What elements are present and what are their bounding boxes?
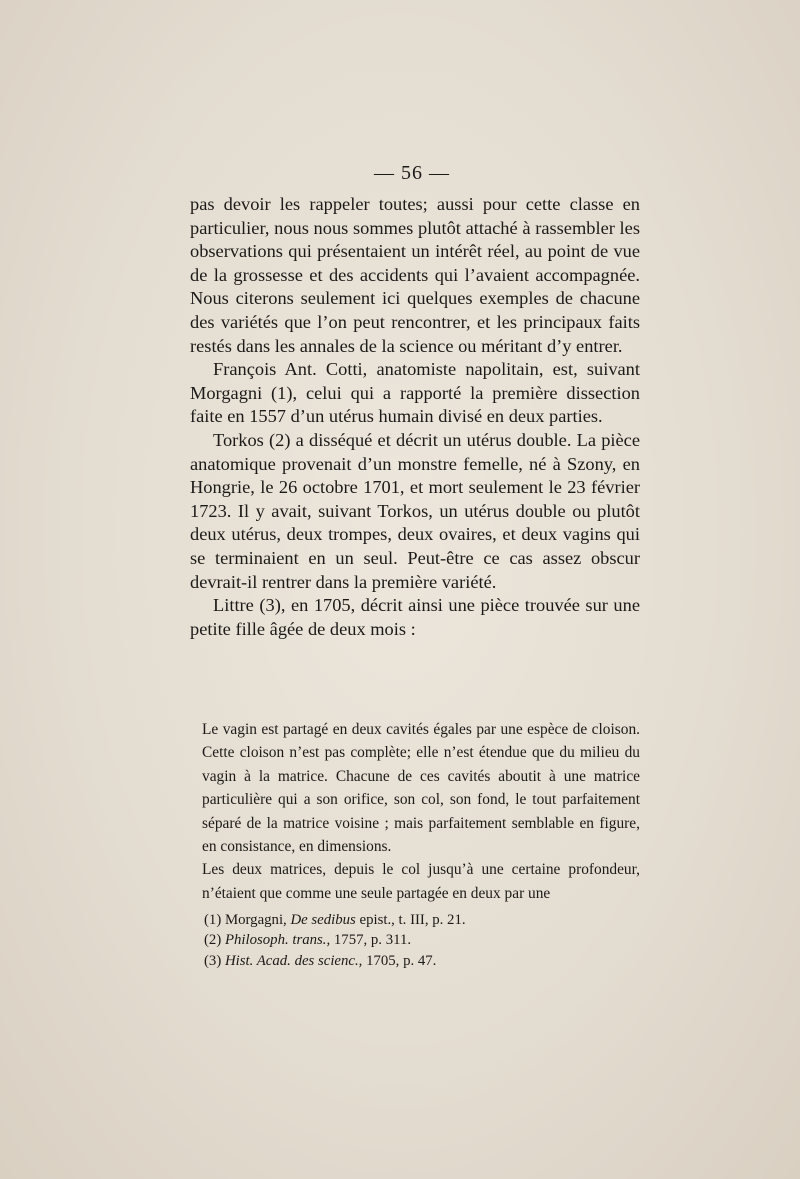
footnote-text: Morgagni, — [224, 912, 291, 928]
page-number: — 56 — — [374, 162, 450, 184]
footnote-3 — [204, 951, 634, 971]
footnote-title: De sedibus — [290, 912, 356, 928]
footnote-ref: 1757, p. 311. — [330, 932, 412, 949]
footnotes — [204, 910, 634, 971]
footnote-number: (1) — [204, 912, 222, 928]
footnote-1 — [204, 910, 634, 930]
paragraph-1: pas devoir les rappeler toutes; aussi pour cette classe en particulier, nous nous sommes plutôt attaché à rassembler les observations qui présentaient un intérêt réel, au point de vue de la grossesse et des accidents qui l’avaient accompagnée. Nous citerons seulement ici quelques exemples de chacune des variétés que l’on peut rencontrer, et les principaux faits restés dans les annales de la science ou méritant d’y entrer. — [190, 194, 640, 356]
footnote-number: (2) — [204, 932, 222, 949]
footnote-number: (3) — [204, 952, 222, 969]
footnote-ref: epist., t. III, p. 21. — [355, 912, 466, 928]
paragraph-4: Littre (3), en 1705, décrit ainsi une pièce trouvée sur une petite fille âgée de deux mois : — [190, 595, 640, 639]
main-text — [190, 193, 640, 641]
quoted-passage — [202, 718, 640, 905]
footnote-ref: 1705, p. 47. — [362, 952, 437, 969]
footnote-title: Hist. Acad. des scienc., — [224, 952, 363, 969]
paragraph-3: Torkos (2) a disséqué et décrit un utérus double. La pièce anatomique provenait d’un monstre femelle, né à Szony, en Hongrie, le 26 octobre 1701, et mort seulement le 23 février 1723. Il y avait, suivant Torkos, un utérus double ou plutôt deux utérus, deux trompes, deux ovaires, et deux vagins qui se terminaient en un seul. Peut-être ce cas assez obscur devrait-il rentrer dans la première variété. — [190, 429, 640, 592]
quote-paragraph-1: Le vagin est partagé en deux cavités égales par une espèce de cloison. Cette cloison n’est pas complète; elle n’est étendue que du milieu du vagin à la matrice. Chacune de ces cavités aboutit à une matrice particulière qui a son orifice, son col, son fond, le tout parfaitement séparé de la matrice voisine ; mais parfaitement semblable en figure, en consistance, en dimensions. — [202, 721, 640, 856]
footnote-title: Philosoph. trans., — [224, 932, 331, 949]
quote-paragraph-2: Les deux matrices, depuis le col jusqu’à une certaine profondeur, n’étaient que comme une seule partagée en deux par une — [202, 861, 640, 902]
paragraph-2: François Ant. Cotti, anatomiste napolitain, est, suivant Morgagni (1), celui qui a rapporté la première dissection faite en 1557 d’un utérus humain divisé en deux parties. — [190, 359, 640, 427]
footnote-2 — [204, 930, 634, 950]
